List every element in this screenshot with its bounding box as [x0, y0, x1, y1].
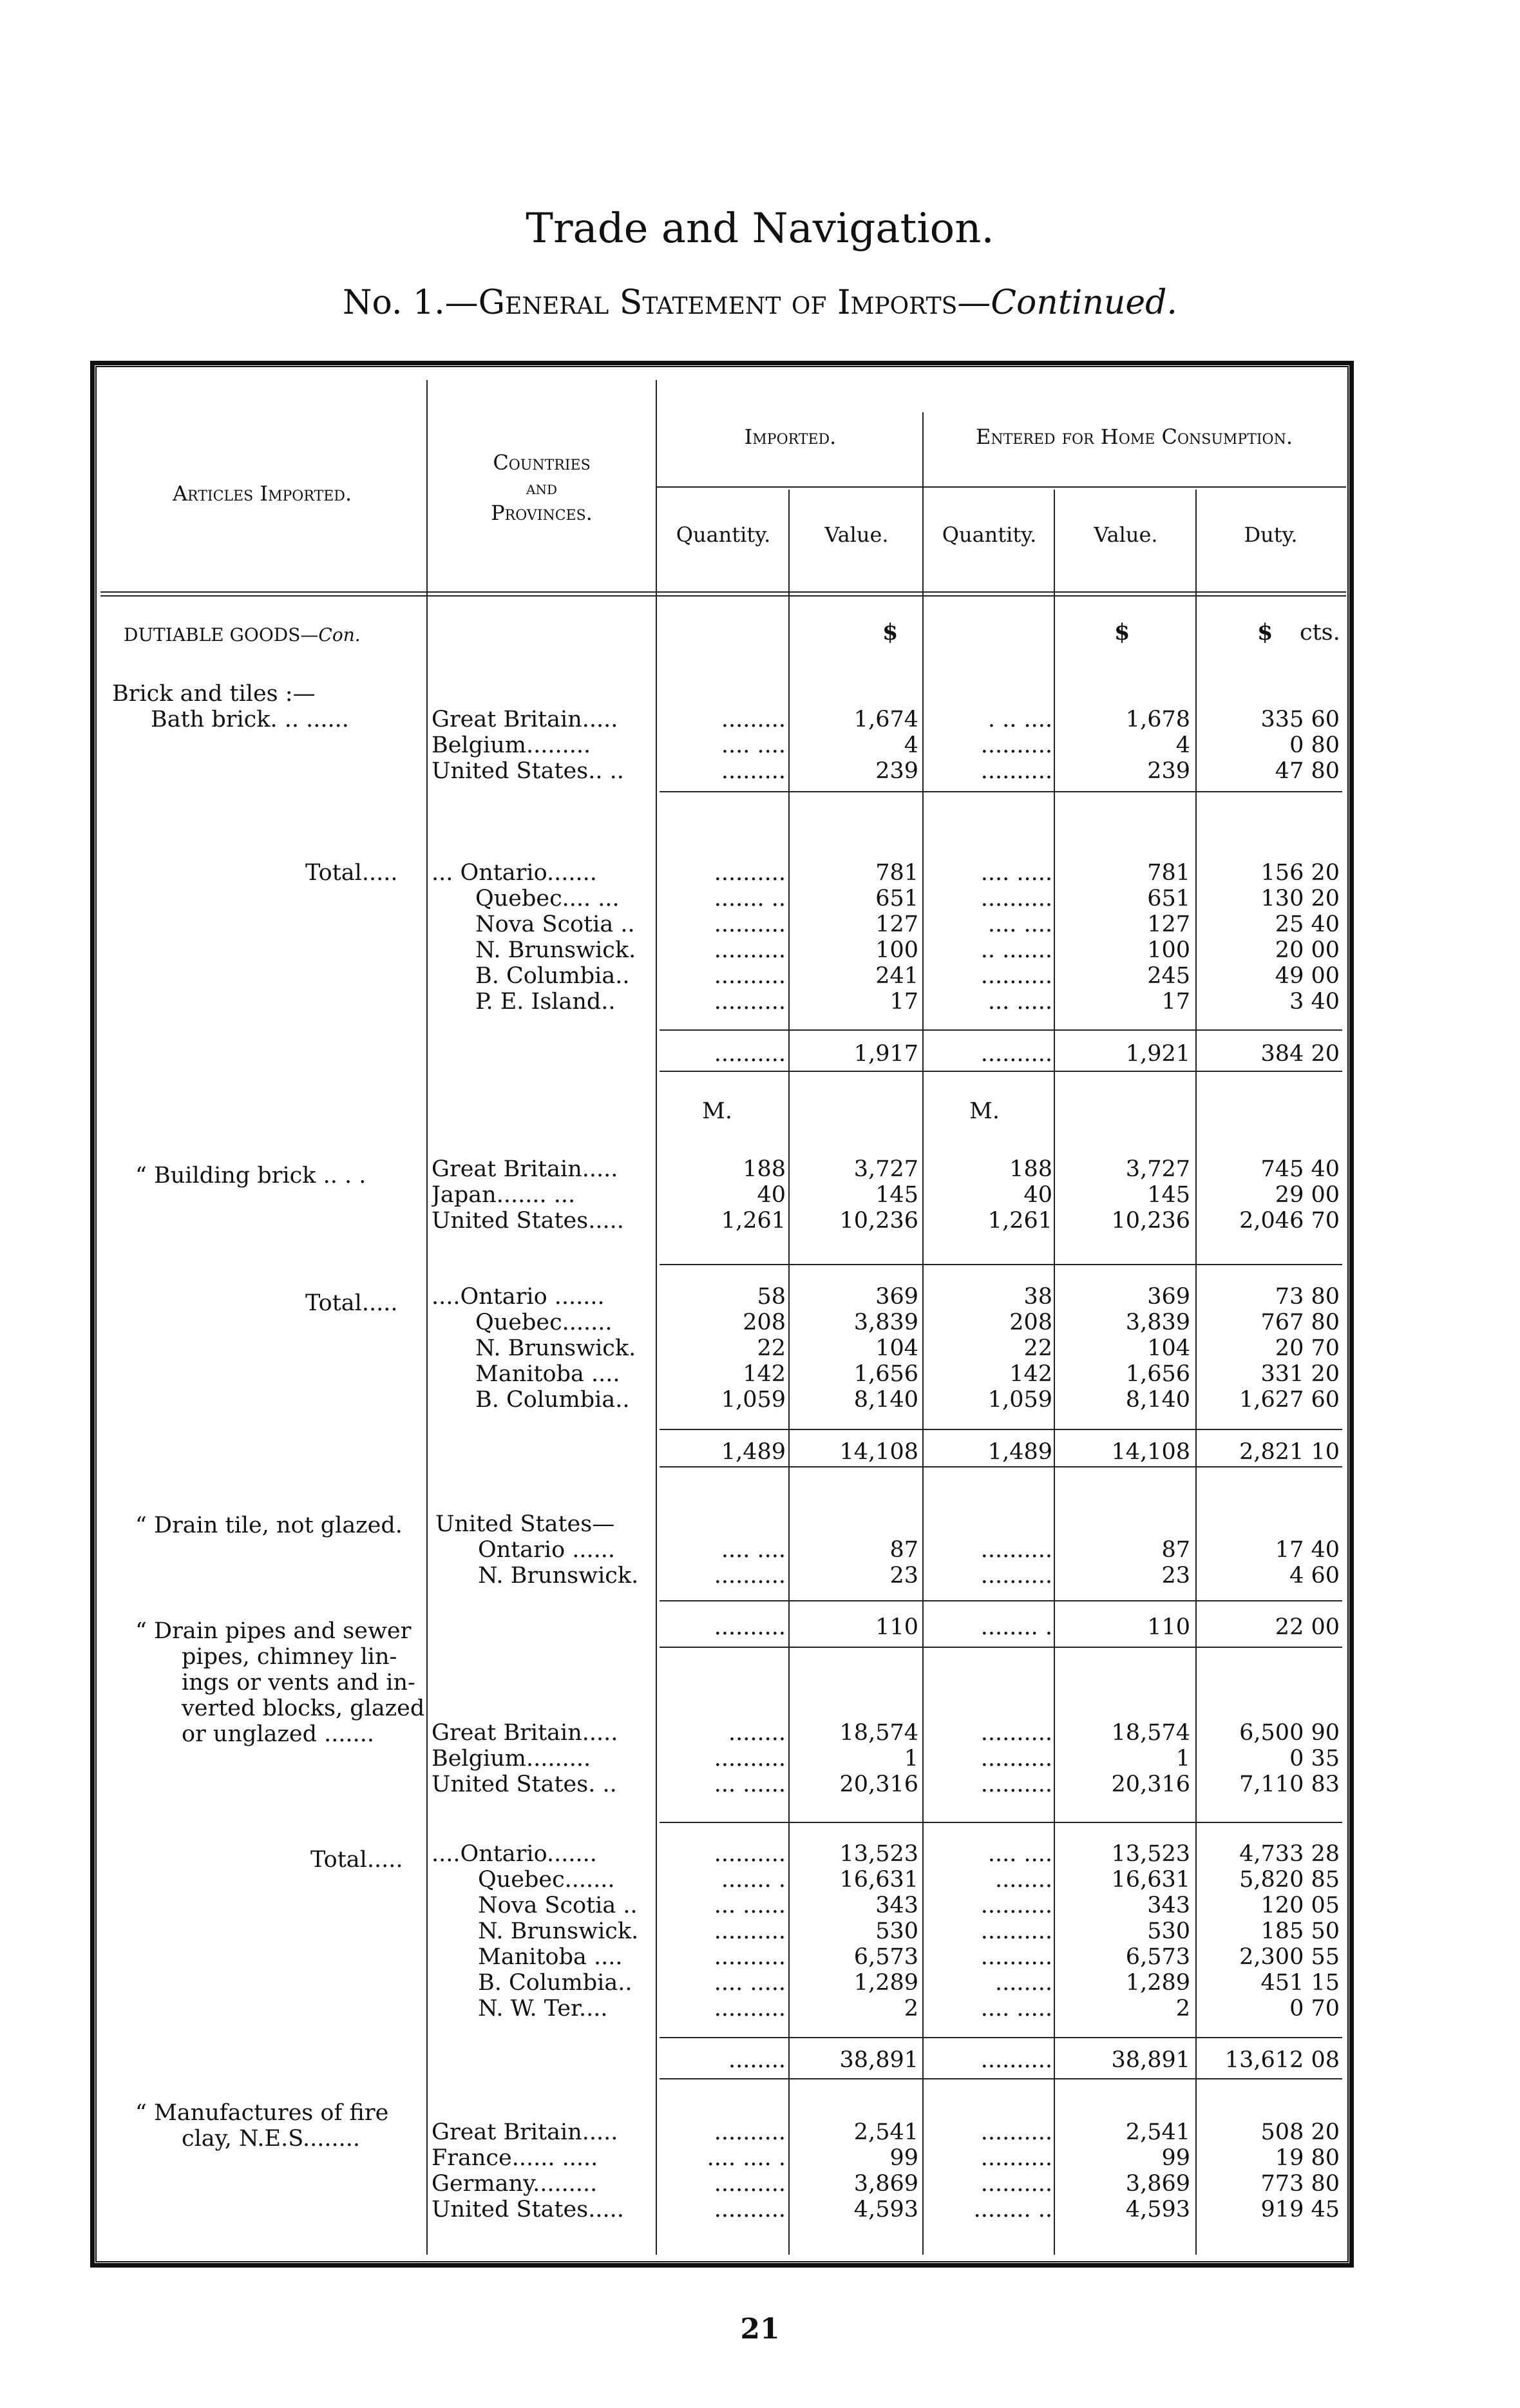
- cell-c: B. Columbia..: [475, 1387, 630, 1413]
- cell-d: 745 40: [1260, 1156, 1340, 1182]
- cell-q: ....... ..: [714, 886, 786, 912]
- cell-d: 508 20: [1260, 2119, 1340, 2145]
- cell-c: United States. ..: [432, 1772, 617, 1797]
- cell-v: 1,289: [853, 1970, 918, 1996]
- cell-q2: .... .....: [980, 1996, 1052, 2021]
- cell-v: 4,593: [853, 2197, 918, 2222]
- section-dutiable-label: DUTIABLE GOODS—: [124, 624, 319, 645]
- cell-q2: ..........: [980, 1720, 1052, 1746]
- cell-c: N. Brunswick.: [478, 1918, 639, 1944]
- cell-v: 781: [875, 860, 918, 886]
- cell-v: 1,656: [853, 1361, 918, 1387]
- subtitle-suffix: —Continued.: [957, 283, 1177, 322]
- total-label-1: Total.....: [305, 860, 398, 886]
- cell-c: N. Brunswick.: [475, 937, 636, 963]
- cell-v: 16,631: [839, 1867, 918, 1893]
- cell-d: 0 70: [1289, 1996, 1340, 2021]
- cell-v2: 127: [1147, 912, 1190, 937]
- cell-q: .........: [721, 758, 786, 784]
- cell-v2: 8,140: [1125, 1387, 1190, 1413]
- cell-d: 331 20: [1260, 1361, 1340, 1387]
- cell-v: 127: [875, 912, 918, 937]
- cell-q: ..........: [714, 2171, 786, 2197]
- cell-v2: 110: [1147, 1614, 1190, 1640]
- cell-q2: ........: [994, 1867, 1052, 1893]
- cell-v2: 1,678: [1125, 707, 1190, 732]
- cell-q2: 22: [1023, 1335, 1052, 1361]
- cell-v2: 4: [1175, 732, 1190, 758]
- rule-imported-right: [922, 412, 924, 2255]
- rule-quantity-right: [788, 490, 790, 2255]
- article-drain-pipes-1: “ Drain pipes and sewer: [135, 1618, 412, 1644]
- cell-q: ........: [728, 1720, 786, 1746]
- cell-d: 19 80: [1275, 2145, 1340, 2171]
- article-brick-tiles: Brick and tiles :—: [112, 681, 316, 707]
- cell-q2: ..........: [980, 2047, 1052, 2073]
- cell-q2: ........ ..: [973, 2197, 1052, 2222]
- cell-v: 369: [875, 1284, 918, 1310]
- rule-quantity2-right: [1054, 490, 1055, 2255]
- cell-c: Germany.........: [432, 2171, 598, 2197]
- cell-v2: 14,108: [1111, 1439, 1190, 1465]
- cell-v2: 530: [1147, 1918, 1190, 1944]
- cell-q2: ..........: [980, 1563, 1052, 1589]
- cell-d: 0 80: [1289, 732, 1340, 758]
- cell-q: ..........: [714, 937, 786, 963]
- cell-c: Great Britain.....: [432, 2119, 618, 2145]
- cell-c: B. Columbia..: [475, 963, 630, 989]
- cell-v: 8,140: [853, 1387, 918, 1413]
- cell-q2: 1,059: [987, 1387, 1052, 1413]
- cell-v2: 245: [1147, 963, 1190, 989]
- cell-v: 87: [889, 1537, 918, 1563]
- cell-v2: 20,316: [1111, 1772, 1190, 1797]
- cell-d: 73 80: [1275, 1284, 1340, 1310]
- cell-v2: 3,839: [1125, 1310, 1190, 1335]
- cell-q2: ........: [994, 1970, 1052, 1996]
- cell-q: ..........: [714, 1996, 786, 2021]
- cell-c: United States.. ..: [432, 758, 624, 784]
- cell-d: 335 60: [1260, 707, 1340, 732]
- cell-q2: ..........: [980, 2119, 1052, 2145]
- rule-subtotal-bottom: [660, 1466, 1342, 1467]
- cell-v2: 1: [1175, 1746, 1190, 1772]
- cell-c: N. W. Ter....: [478, 1996, 608, 2021]
- cell-q2: 142: [1009, 1361, 1052, 1387]
- cell-q2: ..........: [980, 2171, 1052, 2197]
- unit-dollar-3: $: [1257, 619, 1273, 645]
- cell-q: ..........: [714, 2119, 786, 2145]
- article-building-brick: “ Building brick .. . .: [135, 1163, 366, 1189]
- cell-d: 29 00: [1275, 1182, 1340, 1208]
- rule-subtotal-top: [660, 1029, 1342, 1031]
- cell-d: 2,046 70: [1239, 1208, 1340, 1234]
- cell-q: ..........: [714, 963, 786, 989]
- cell-v: 239: [875, 758, 918, 784]
- cell-q: ..........: [714, 989, 786, 1015]
- cell-v2: 239: [1147, 758, 1190, 784]
- cell-d: 3 40: [1289, 989, 1340, 1015]
- header-duty: Duty.: [1244, 522, 1298, 547]
- cell-q: 142: [743, 1361, 786, 1387]
- cell-d: 130 20: [1260, 886, 1340, 912]
- cell-q: ... ......: [714, 1772, 786, 1797]
- cell-v: 4: [904, 732, 918, 758]
- cell-c: B. Columbia..: [478, 1970, 632, 1996]
- cell-c: Manitoba ....: [475, 1361, 620, 1387]
- cell-q2: ........ .: [980, 1614, 1052, 1640]
- header-value-2: Value.: [1094, 522, 1158, 547]
- cell-q2: ..........: [980, 1772, 1052, 1797]
- cell-q2: 1,261: [987, 1208, 1052, 1234]
- cell-v2: 4,593: [1125, 2197, 1190, 2222]
- unit-dollar-2: $: [1114, 619, 1130, 645]
- header-articles: Articles Imported.: [172, 481, 352, 506]
- cell-q2: ... .....: [987, 989, 1052, 1015]
- cell-q: ..........: [714, 1944, 786, 1970]
- subtitle-main: General Statement of Imports: [478, 283, 958, 322]
- cell-q2: ..........: [980, 1537, 1052, 1563]
- cell-v: 14,108: [839, 1439, 918, 1465]
- cell-q: 188: [743, 1156, 786, 1182]
- article-drain-pipes-2: pipes, chimney lin-: [182, 1644, 397, 1670]
- cell-v: 6,573: [853, 1944, 918, 1970]
- cell-q: .... .....: [714, 1970, 786, 1996]
- rule-group-sep: [660, 1822, 1342, 1823]
- article-drain-pipes-3: ings or vents and in-: [182, 1670, 415, 1696]
- cell-q: ..........: [714, 1918, 786, 1944]
- rule-subtotal-top: [660, 2037, 1342, 2038]
- cell-d: 20 00: [1275, 937, 1340, 963]
- cell-d: 384 20: [1260, 1041, 1340, 1067]
- article-drain-pipes-4: verted blocks, glazed: [182, 1696, 425, 1721]
- cell-d: 4,733 28: [1239, 1841, 1340, 1867]
- cell-d: 2,300 55: [1239, 1944, 1340, 1970]
- cell-q2: ..........: [980, 1041, 1052, 1067]
- unit-m-imported: M.: [702, 1098, 732, 1124]
- cell-q2: ..........: [980, 1746, 1052, 1772]
- cell-v: 1,674: [853, 707, 918, 732]
- cell-c: Japan....... ...: [432, 1182, 576, 1208]
- cell-v: 10,236: [839, 1208, 918, 1234]
- cell-q2: ..........: [980, 1893, 1052, 1918]
- cell-c: Ontario ......: [478, 1537, 616, 1563]
- cell-v: 18,574: [839, 1720, 918, 1746]
- rule-header-mid: [656, 486, 1346, 488]
- cell-v2: 2,541: [1125, 2119, 1190, 2145]
- cell-v2: 99: [1161, 2145, 1190, 2171]
- cell-q2: 40: [1023, 1182, 1052, 1208]
- header-value: Value.: [824, 522, 889, 547]
- cell-v2: 369: [1147, 1284, 1190, 1310]
- cell-v2: 3,869: [1125, 2171, 1190, 2197]
- cell-q: ..........: [714, 1746, 786, 1772]
- header-quantity-2: Quantity.: [942, 522, 1037, 547]
- cell-v2: 13,523: [1111, 1841, 1190, 1867]
- cell-c: Quebec.... ...: [475, 886, 620, 912]
- cell-v: 3,727: [853, 1156, 918, 1182]
- cell-v: 23: [889, 1563, 918, 1589]
- cell-d: 156 20: [1260, 860, 1340, 886]
- cell-v: 1: [904, 1746, 918, 1772]
- cell-c: Nova Scotia ..: [478, 1893, 638, 1918]
- cell-q: ..........: [714, 1841, 786, 1867]
- cell-q: .... ....: [721, 732, 786, 758]
- unit-m-entered: M.: [969, 1098, 1000, 1124]
- cell-c: Belgium.........: [432, 1746, 591, 1772]
- cell-v: 104: [875, 1335, 918, 1361]
- rule-header-bottom-2: [100, 595, 1346, 597]
- cell-q2: .... ....: [987, 912, 1052, 937]
- cell-d: 17 40: [1275, 1537, 1340, 1563]
- article-bath-brick: Bath brick. .. ......: [151, 707, 349, 732]
- header-entered: Entered for Home Consumption.: [975, 425, 1293, 449]
- cell-q2: 208: [1009, 1310, 1052, 1335]
- cell-v: 20,316: [839, 1772, 918, 1797]
- cell-q: ........: [728, 2047, 786, 2073]
- cell-c: Great Britain.....: [432, 1156, 618, 1182]
- cell-v: 13,523: [839, 1841, 918, 1867]
- cell-v2: 1,289: [1125, 1970, 1190, 1996]
- page-number: 21: [740, 2313, 780, 2346]
- cell-q: .... .... .: [707, 2145, 786, 2171]
- rule-group-sep: [660, 1264, 1342, 1265]
- cell-q: .........: [721, 707, 786, 732]
- header-countries-1: Countries: [493, 450, 591, 475]
- cell-q: ..........: [714, 1614, 786, 1640]
- article-fire-clay-1: “ Manufactures of fire: [135, 2100, 389, 2126]
- cell-d: 4 60: [1289, 1563, 1340, 1589]
- cell-d: 47 80: [1275, 758, 1340, 784]
- cell-d: 185 50: [1260, 1918, 1340, 1944]
- cell-q2: ..........: [980, 758, 1052, 784]
- cell-q: ..........: [714, 1041, 786, 1067]
- cell-c: ....Ontario .......: [432, 1284, 605, 1310]
- cell-v2: 1,656: [1125, 1361, 1190, 1387]
- cell-q: ..........: [714, 912, 786, 937]
- cell-c: P. E. Island..: [475, 989, 616, 1015]
- cell-q2: ..........: [980, 1918, 1052, 1944]
- cell-v: 110: [875, 1614, 918, 1640]
- section-dutiable-con: Con.: [318, 624, 361, 645]
- unit-cts: cts.: [1300, 620, 1340, 645]
- cell-d: 919 45: [1260, 2197, 1340, 2222]
- cell-q2: ..........: [980, 2145, 1052, 2171]
- cell-v2: 6,573: [1125, 1944, 1190, 1970]
- cell-q: 208: [743, 1310, 786, 1335]
- cell-d: 49 00: [1275, 963, 1340, 989]
- cell-d: 5,820 85: [1239, 1867, 1340, 1893]
- cell-d: 773 80: [1260, 2171, 1340, 2197]
- cell-d: 2,821 10: [1239, 1439, 1340, 1465]
- cell-c: ... Ontario.......: [432, 860, 597, 886]
- cell-q2: ..........: [980, 1944, 1052, 1970]
- cell-q: .... ....: [721, 1537, 786, 1563]
- cell-q: ....... .: [721, 1867, 786, 1893]
- section-dutiable: [124, 622, 361, 648]
- cell-q2: 38: [1023, 1284, 1052, 1310]
- cell-c: United States.....: [432, 2197, 624, 2222]
- total-label-3: Total.....: [310, 1847, 403, 1873]
- cell-q2: .. .......: [980, 937, 1052, 963]
- cell-c: N. Brunswick.: [478, 1563, 639, 1589]
- cell-c: France...... .....: [432, 2145, 598, 2171]
- cell-v2: 23: [1161, 1563, 1190, 1589]
- rule-subtotal-bottom: [660, 1071, 1342, 1072]
- cell-v: 2: [904, 1996, 918, 2021]
- cell-v: 145: [875, 1182, 918, 1208]
- cell-v2: 2: [1175, 1996, 1190, 2021]
- cell-d: 767 80: [1260, 1310, 1340, 1335]
- rule-header-bottom: [100, 591, 1346, 593]
- cell-v: 100: [875, 937, 918, 963]
- cell-v2: 38,891: [1111, 2047, 1190, 2073]
- header-imported: Imported.: [744, 425, 837, 449]
- cell-q: 1,059: [721, 1387, 786, 1413]
- cell-d: 20 70: [1275, 1335, 1340, 1361]
- cell-v2: 104: [1147, 1335, 1190, 1361]
- rule-subtotal-top: [660, 1600, 1342, 1601]
- cell-q: 1,261: [721, 1208, 786, 1234]
- cell-v2: 3,727: [1125, 1156, 1190, 1182]
- cell-v2: 18,574: [1111, 1720, 1190, 1746]
- cell-c: Quebec.......: [475, 1310, 613, 1335]
- cell-v2: 87: [1161, 1537, 1190, 1563]
- cell-v: 3,839: [853, 1310, 918, 1335]
- cell-q2: ..........: [980, 886, 1052, 912]
- cell-q2: ..........: [980, 732, 1052, 758]
- cell-c: Nova Scotia ..: [475, 912, 635, 937]
- article-drain-pipes-5: or unglazed .......: [182, 1721, 375, 1747]
- cell-q2: .... ....: [987, 1841, 1052, 1867]
- cell-q: ..........: [714, 1563, 786, 1589]
- cell-v: 651: [875, 886, 918, 912]
- cell-q: 58: [757, 1284, 786, 1310]
- cell-d: 1,627 60: [1239, 1387, 1340, 1413]
- rule-subtotal-top: [660, 1429, 1342, 1430]
- cell-d: 25 40: [1275, 912, 1340, 937]
- cell-q: ..........: [714, 2197, 786, 2222]
- cell-v: 38,891: [839, 2047, 918, 2073]
- header-countries-2: and: [526, 477, 557, 499]
- article-drain-tile: “ Drain tile, not glazed.: [135, 1513, 403, 1538]
- cell-c: United States.....: [432, 1208, 624, 1234]
- cell-v: 17: [889, 989, 918, 1015]
- cell-q2: ..........: [980, 963, 1052, 989]
- cell-q: 40: [757, 1182, 786, 1208]
- cell-v: 1,917: [853, 1041, 918, 1067]
- cell-v2: 17: [1161, 989, 1190, 1015]
- cell-v: 3,869: [853, 2171, 918, 2197]
- cell-d: 7,110 83: [1239, 1772, 1340, 1797]
- cell-v: 2,541: [853, 2119, 918, 2145]
- cell-v2: 16,631: [1111, 1867, 1190, 1893]
- cell-c: Great Britain.....: [432, 707, 618, 732]
- rule-articles-right: [426, 380, 428, 2255]
- cell-d: 6,500 90: [1239, 1720, 1340, 1746]
- header-quantity: Quantity.: [676, 522, 771, 547]
- table-subtitle: [0, 283, 1520, 322]
- cell-v2: 1,921: [1125, 1041, 1190, 1067]
- cell-c: Quebec.......: [478, 1867, 615, 1893]
- cell-c: ....Ontario.......: [432, 1841, 597, 1867]
- cell-v2: 651: [1147, 886, 1190, 912]
- cell-q2: .... .....: [980, 860, 1052, 886]
- cell-q: 1,489: [721, 1439, 786, 1465]
- cell-c: Manitoba ....: [478, 1944, 623, 1970]
- cell-v2: 781: [1147, 860, 1190, 886]
- cell-v: 530: [875, 1918, 918, 1944]
- page-title: Trade and Navigation.: [526, 205, 994, 253]
- cell-q2: 1,489: [987, 1439, 1052, 1465]
- cell-q: 22: [757, 1335, 786, 1361]
- cell-v: 99: [889, 2145, 918, 2171]
- article-fire-clay-2: clay, N.E.S........: [182, 2126, 360, 2152]
- header-countries-3: Provinces.: [491, 501, 593, 525]
- cell-d: 120 05: [1260, 1893, 1340, 1918]
- rule-subtotal-bottom: [660, 2078, 1342, 2079]
- total-label-2: Total.....: [305, 1290, 398, 1316]
- cell-v: 343: [875, 1893, 918, 1918]
- rule-subtotal-bottom: [660, 1647, 1342, 1648]
- cell-q: ... ......: [714, 1893, 786, 1918]
- cell-c: Great Britain.....: [432, 1720, 618, 1746]
- cell-q2: . .. ....: [987, 707, 1052, 732]
- cell-v: 241: [875, 963, 918, 989]
- cell-v2: 145: [1147, 1182, 1190, 1208]
- country-us-heading: United States—: [435, 1511, 615, 1537]
- unit-dollar: $: [882, 619, 898, 645]
- cell-v2: 343: [1147, 1893, 1190, 1918]
- cell-d: 451 15: [1260, 1970, 1340, 1996]
- rule-value2-right: [1195, 490, 1197, 2255]
- cell-v2: 10,236: [1111, 1208, 1190, 1234]
- cell-d: 22 00: [1275, 1614, 1340, 1640]
- cell-c: N. Brunswick.: [475, 1335, 636, 1361]
- cell-q2: 188: [1009, 1156, 1052, 1182]
- cell-d: 0 35: [1289, 1746, 1340, 1772]
- cell-q: ..........: [714, 860, 786, 886]
- cell-c: Belgium.........: [432, 732, 591, 758]
- cell-v2: 100: [1147, 937, 1190, 963]
- cell-d: 13,612 08: [1224, 2047, 1340, 2073]
- subtitle-prefix: No. 1.—: [343, 283, 479, 322]
- rule-subtotal-top: [660, 791, 1342, 792]
